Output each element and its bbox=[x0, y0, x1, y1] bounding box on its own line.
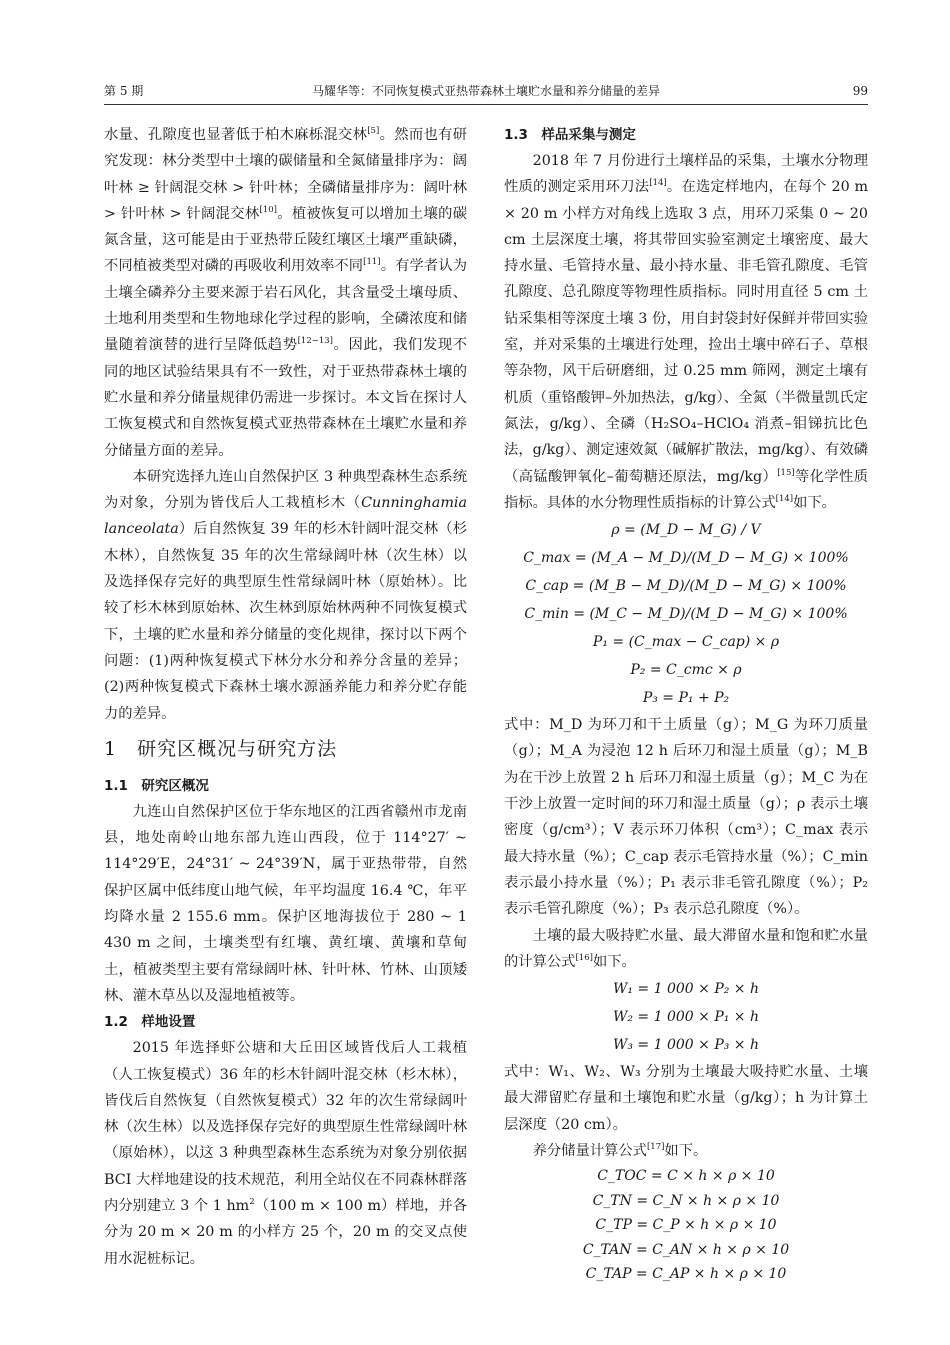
formula: ρ = (M_D − M_G) / V bbox=[611, 522, 761, 539]
formula: C_TAP = C_AP × h × ρ × 10 bbox=[585, 1266, 787, 1283]
formula: P₃ = P₁ + P₂ bbox=[642, 690, 730, 707]
formula: W₃ = 1 000 × P₃ × h bbox=[612, 1037, 760, 1054]
citation-link[interactable]: [17] bbox=[646, 1142, 665, 1153]
paragraph: 养分储量计算公式[17]如下。 bbox=[532, 1142, 708, 1160]
running-title: 马耀华等：不同恢复模式亚热带森林土壤贮水量和养分储量的差异 bbox=[311, 84, 660, 98]
formula-block bbox=[504, 1164, 868, 1287]
formula: W₁ = 1 000 × P₂ × h bbox=[612, 981, 760, 998]
paragraph: 2018 年 7 月份进行土壤样品的采集，土壤水分物理性质的测定采用环刀法[14]。在选定样地内，在每个 20 m × 20 m 小样方对角线上选取 3 点，用环刀采集 0 ~ 20 cm 土层深度土壤，将其带回实验室测定土壤密度、最大持水量、毛管持水量、最小持水量、非毛管孔隙度、毛管孔隙度、总孔隙度等物理性质指标。同时用直径 5 cm 土钻采集相等深度土壤 3 份，用自封袋封好保鲜并带回实验室，并对采集的土壤进行处理，捡出土壤中碎石子、草根等杂物，风干后研磨细，过 0.25 mm 筛网，测定土壤有机质（重铬酸钾–外加热法，g/kg）、全氮（半微量凯氏定氮法，g/kg）、全磷（H₂SO₄–HClO₄ 消煮–钼锑抗比色法，g/kg）、测定速效氮（碱解扩散法，mg/kg）、有效磷（高锰酸钾氧化–葡萄糖还原法，mg/kg）[15]等化学性质指标。具体的水分物理性质指标的计算公式[14]如下。 bbox=[504, 153, 868, 511]
paragraph: 九连山自然保护区位于华东地区的江西省赣州市龙南县，地处南岭山地东部九连山西段，位于 114°27′ ~ 114°29′E，24°31′ ~ 24°39′N，属于亚热带带，自然保护区属中低纬度山地气候，年平均温度 16.4 ℃，年平均降水量 2 155.6 mm。保护区地海拔位于 280 ~ 1 430 m 之间，土壤类型有红壤、黄红壤、黄壤和草甸土，植被类型主要有常绿阔叶林、针叶林、竹林、山顶矮林、灌木草丛以及湿地植被等。 bbox=[104, 803, 467, 1004]
formula: P₁ = (C_max − C_cap) × ρ bbox=[592, 634, 780, 651]
issue-label: 第 5 期 bbox=[104, 84, 144, 98]
citation-link[interactable]: [14] bbox=[649, 178, 667, 189]
formula: C_cap = (M_B − M_D)/(M_D − M_G) × 100% bbox=[525, 578, 847, 595]
formula: C_min = (M_C − M_D)/(M_D − M_G) × 100% bbox=[524, 606, 848, 623]
formula: C_TOC = C × h × ρ × 10 bbox=[597, 1168, 775, 1185]
citation-link[interactable]: [16] bbox=[575, 953, 593, 964]
latin-name: Cunninghamia lanceolata bbox=[104, 495, 467, 538]
citation-link[interactable]: [5] bbox=[367, 126, 380, 137]
right-column bbox=[504, 122, 868, 1287]
section-heading: 1 研究区概况与研究方法 bbox=[104, 737, 338, 760]
formula-block bbox=[504, 516, 868, 712]
paragraph: 式中：M_D 为环刀和干土质量（g）；M_G 为环刀质量（g）；M_A 为浸泡 12 h 后环刀和湿土质量（g）；M_B 为在干沙上放置 2 h 后环刀和湿土质量（g）；M_C 为在干沙上放置一定时间的环刀和湿土质量（g）；ρ 表示土壤密度（g/cm³）；V 表示环刀体积（cm³）；C_max 表示最大持水量（%）；C_cap 表示毛管持水量（%）；C_min 表示最小持水量（%）；P₁ 表示非毛管孔隙度（%）；P₂ 表示毛管孔隙度（%）；P₃ 表示总孔隙度（%）。 bbox=[504, 717, 868, 918]
citation-link[interactable]: [14] bbox=[775, 494, 794, 505]
left-column bbox=[104, 122, 467, 1272]
formula: C_TP = C_P × h × ρ × 10 bbox=[595, 1217, 777, 1234]
formula: C_max = (M_A − M_D)/(M_D − M_G) × 100% bbox=[523, 550, 849, 567]
paragraph: 2015 年选择虾公塘和大丘田区域皆伐后人工栽植（人工恢复模式）36 年的杉木针阔叶混交林（杉木林），皆伐后自然恢复（自然恢复模式）32 年的次生常绿阔叶林（次生林）以及选择保存完好的典型原生性常绿阔叶林（原始林），以这 3 种典型森林生态系统为对象分别依据 BCI 大样地建设的技术规范，利用全站仪在不同森林群落内分别建立 3 个 1 $hm^2(100$ m × 100 m）样地，并各分为 20 m × 20 m 的小样方 25 个，20 m 的交叉点使用水泥桩标记。 bbox=[104, 1040, 467, 1267]
formula: W₂ = 1 000 × P₁ × h bbox=[612, 1009, 760, 1026]
paragraph: 水量、孔隙度也显著低于柏木麻栎混交林[5]。然而也有研究发现：林分类型中土壤的碳储量和全氮储量排序为：阔叶林 ≥ 针阔混交林 > 针叶林；全磷储量排序为：阔叶林 > 针叶林 > 针阔混交林[10]。植被恢复可以增加土壤的碳氮含量，这可能是由于亚热带丘陵红壤区土壤严重缺磷，不同植被类型对磷的再吸收利用效率不同[11]。有学者认为土壤全磷养分主要来源于岩石风化，其含量受土壤母质、土地利用类型和生物地球化学过程的影响，全磷浓度和储量随着演替的进行呈降低趋势[12−13]。因此，我们发现不同的地区试验结果具有不一致性，对于亚热带森林土壤的贮水量和养分储量规律仍需进一步探讨。本文旨在探讨人工恢复模式和自然恢复模式亚热带森林在土壤贮水量和养分储量方面的差异。 bbox=[104, 126, 468, 459]
citation-link[interactable]: [11] bbox=[363, 257, 381, 268]
paragraph: 本研究选择九连山自然保护区 3 种典型森林生态系统为对象，分别为皆伐后人工栽植杉木（Cunninghamia lanceolata）后自然恢复 39 年的杉木针阔叶混交林（杉木林），自然恢复 35 年的次生常绿阔叶林（次生林）以及选择保存完好的典型原生性常绿阔叶林（原始林）。比较了杉木林到原始林、次生林到原始林两种不同恢复模式下，土壤的贮水量和养分储量的变化规律，探讨以下两个问题：(1)两种恢复模式下林分水分和养分含量的差异；(2)两种恢复模式下森林土壤水源涵养能力和养分贮存能力的差异。 bbox=[104, 468, 467, 722]
citation-link[interactable]: [12−13] bbox=[297, 336, 333, 347]
formula: C_TAN = C_AN × h × ρ × 10 bbox=[582, 1241, 790, 1258]
subsection-heading: 1.1 研究区概况 bbox=[104, 777, 209, 794]
citation-link[interactable]: [10] bbox=[259, 205, 277, 216]
citation-link[interactable]: [15] bbox=[777, 467, 795, 478]
formula: P₂ = C_cmc × ρ bbox=[630, 662, 742, 679]
formula: C_TN = C_N × h × ρ × 10 bbox=[592, 1192, 780, 1209]
subsection-heading: 1.3 样品采集与测定 bbox=[504, 127, 636, 143]
subsection-heading: 1.2 样地设置 bbox=[104, 1014, 196, 1031]
running-header bbox=[104, 82, 868, 105]
formula-block bbox=[504, 975, 868, 1059]
paragraph: 式中：W₁、W₂、W₃ 分别为土壤最大吸持贮水量、土壤最大滞留贮存量和土壤饱和贮水量（g/kg）；h 为计算土层深度（20 cm）。 bbox=[504, 1064, 868, 1133]
page-number: 99 bbox=[852, 84, 868, 98]
paragraph: 土壤的最大吸持贮水量、最大滞留水量和饱和贮水量的计算公式[16]如下。 bbox=[504, 927, 868, 970]
